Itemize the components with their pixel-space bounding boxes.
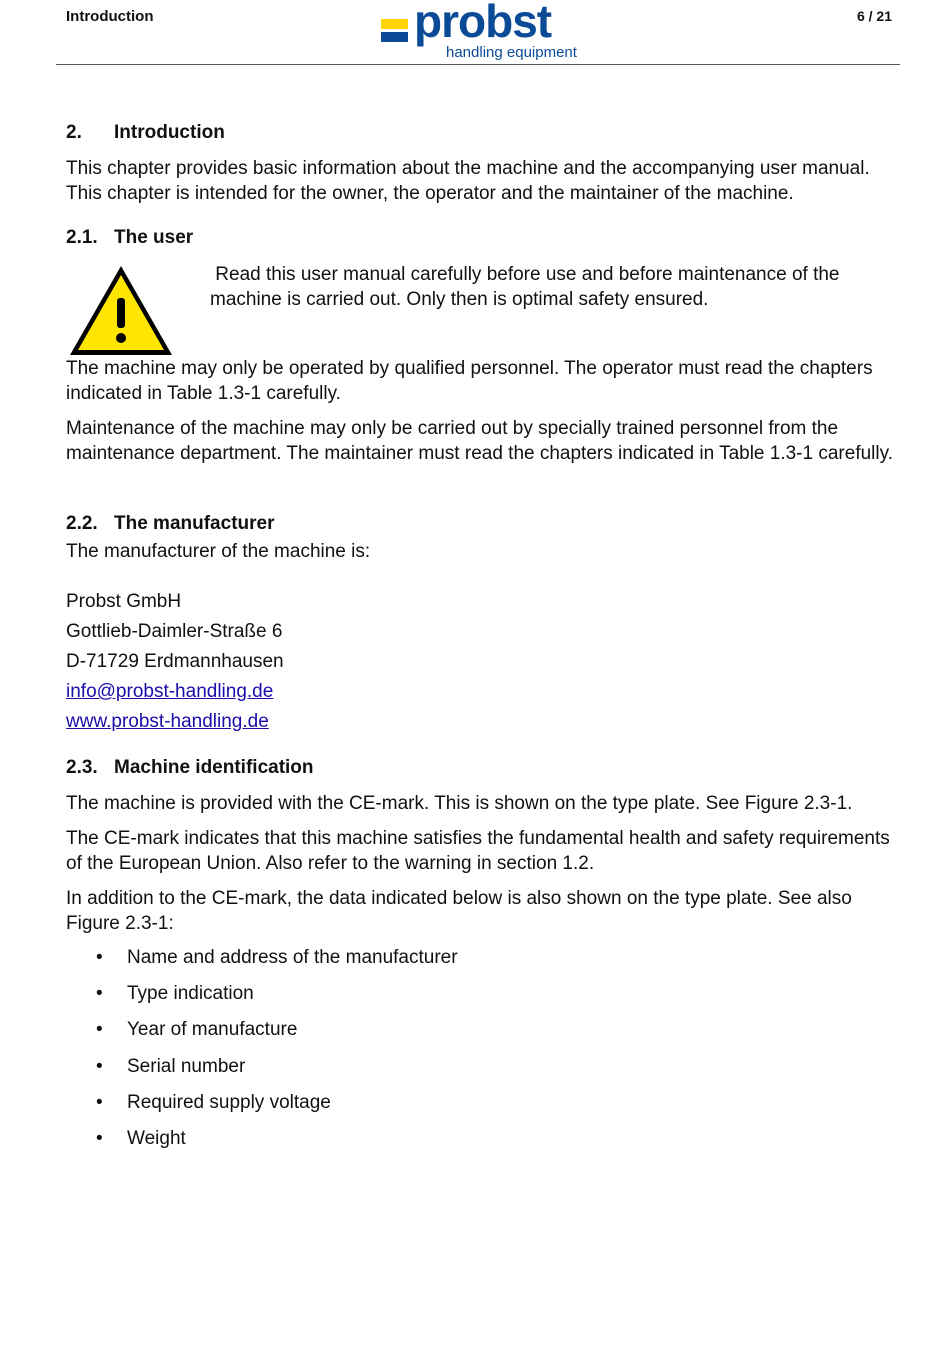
probst-logo — [380, 0, 585, 64]
logo-blue-bar — [381, 32, 408, 42]
header-section-label: Introduction — [66, 8, 154, 25]
warning-text: Read this user manual carefully before use and before maintenance of the machine is carried out. Only then is optimal safety ensured. — [210, 264, 845, 310]
list-item: • Type indication — [96, 983, 254, 1004]
logo-wordmark: probst — [414, 0, 552, 47]
header-divider — [56, 64, 900, 65]
section-2-3-number: 2.3. — [66, 757, 98, 778]
section-2-1-number: 2.1. — [66, 227, 98, 248]
logo-subtitle: handling equipment — [446, 44, 577, 61]
list-item: • Serial number — [96, 1056, 246, 1077]
ce-mark-paragraph: The machine is provided with the CE-mark. This is shown on the type plate. See Figure 2.3-1. — [66, 793, 853, 814]
company-city: D-71729 Erdmannhausen — [66, 651, 284, 672]
email-link[interactable]: info@probst-handling.de — [66, 681, 274, 702]
section-2-3-title: Machine identification — [114, 757, 314, 778]
section-2-heading — [66, 122, 225, 144]
type-plate-paragraph: In addition to the CE-mark, the data indicated below is also shown on the type plate. See also Figure 2.3-1: — [66, 888, 852, 934]
website-link[interactable]: www.probst-handling.de — [66, 711, 269, 732]
page-number: 6 / 21 — [856, 8, 892, 24]
warning-triangle-icon — [68, 264, 174, 357]
company-name: Probst GmbH — [66, 591, 182, 612]
list-item: • Weight — [96, 1128, 186, 1149]
section-2-2-heading — [66, 513, 274, 535]
section-2-number: 2. — [66, 122, 82, 143]
maintenance-paragraph: Maintenance of the machine may only be carried out by specially trained personnel from the maintenance department. The maintainer must read the chapters indicated in Table 1.3-1 carefully. — [66, 418, 893, 464]
logo-yellow-bar — [381, 19, 408, 29]
list-item: • Year of manufacture — [96, 1019, 298, 1040]
section-2-2-number: 2.2. — [66, 513, 98, 534]
ce-requirements-paragraph: The CE-mark indicates that this machine satisfies the fundamental health and safety requirements of the European Union. Also refer to the warning in section 1.2. — [66, 828, 890, 874]
section-2-1-heading — [66, 227, 193, 249]
company-street: Gottlieb-Daimler-Straße 6 — [66, 621, 283, 642]
section-2-1-title: The user — [114, 227, 194, 248]
section-2-paragraph: This chapter provides basic information about the machine and the accompanying user manual. This chapter is intended for the owner, the operator and the maintainer of the machine. — [66, 158, 870, 204]
list-item: • Name and address of the manufacturer — [96, 947, 458, 968]
list-item: • Required supply voltage — [96, 1092, 331, 1113]
section-2-title: Introduction — [114, 122, 225, 143]
operator-paragraph: The machine may only be operated by qualified personnel. The operator must read the chapters indicated in Table 1.3-1 carefully. — [66, 358, 873, 404]
manufacturer-intro: The manufacturer of the machine is: — [66, 541, 371, 562]
section-2-2-title: The manufacturer — [114, 513, 275, 534]
section-2-3-heading — [66, 757, 314, 779]
